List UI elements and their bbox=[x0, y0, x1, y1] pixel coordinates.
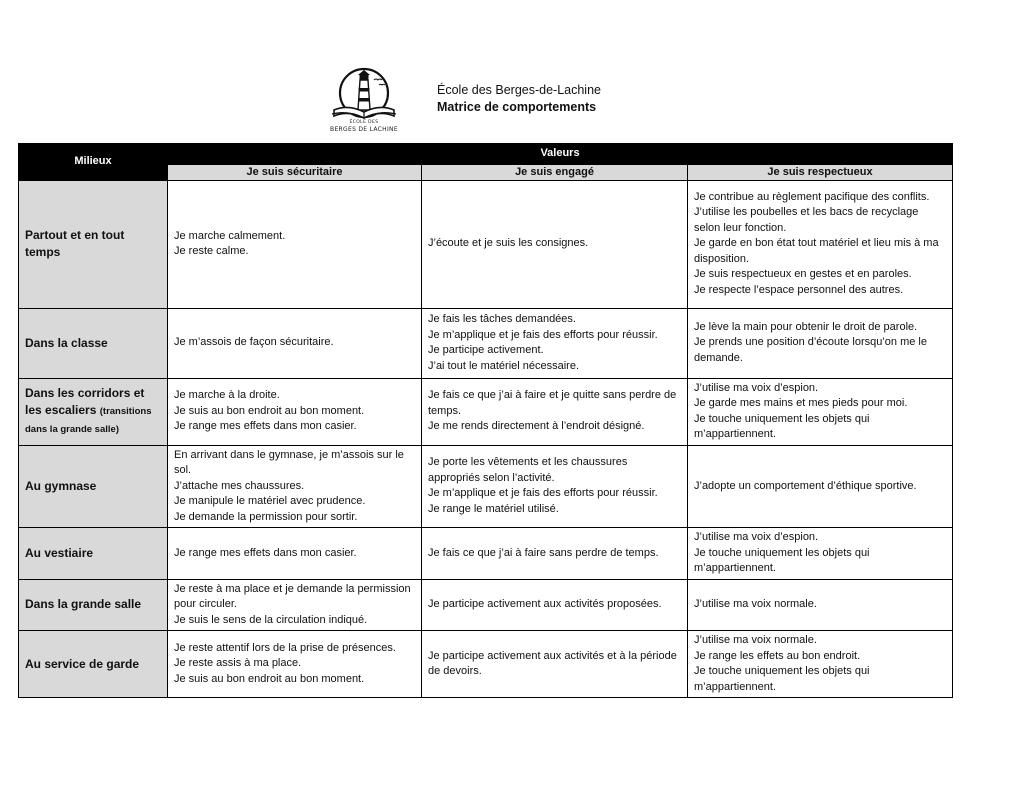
column-header-engage: Je suis engagé bbox=[422, 164, 688, 180]
table-row bbox=[19, 308, 953, 378]
behaviour-line: Je range le matériel utilisé. bbox=[428, 502, 559, 515]
column-header-securitaire: Je suis sécuritaire bbox=[168, 164, 422, 180]
behaviour-line: Je participe activement aux activités et à la période de devoirs. bbox=[428, 649, 677, 677]
logo-main-text: BERGES DE LACHINE bbox=[330, 126, 398, 133]
cell-securitaire bbox=[168, 528, 422, 580]
behaviour-line: Je participe activement aux activités proposées. bbox=[428, 598, 662, 610]
cell-engage bbox=[422, 579, 688, 631]
table-row bbox=[19, 579, 953, 631]
cell-respectueux bbox=[688, 528, 953, 580]
row-header-milieu bbox=[19, 528, 168, 580]
behaviour-line: Je touche uniquement les objets qui m’appartiennent. bbox=[694, 665, 870, 693]
behaviour-line: J’utilise ma voix d’espion. bbox=[694, 381, 819, 394]
behaviour-line: Je fais ce que j’ai à faire et je quitte sans perdre de temps. bbox=[428, 389, 677, 417]
behaviour-line: J’ai tout le matériel nécessaire. bbox=[428, 359, 580, 372]
header-row-values bbox=[19, 144, 953, 165]
row-header-milieu bbox=[19, 579, 168, 631]
table-row bbox=[19, 378, 953, 445]
behaviour-line: En arrivant dans le gymnase, je m’assois sur le sol. bbox=[174, 448, 404, 476]
behaviour-line: Je fais les tâches demandées. bbox=[428, 313, 576, 325]
behaviour-line: Je reste attentif lors de la prise de présences. bbox=[174, 641, 396, 654]
cell-engage bbox=[422, 308, 688, 378]
behaviour-line: Je m’assois de façon sécuritaire. bbox=[174, 336, 334, 349]
behaviour-line: Je reste assis à ma place. bbox=[174, 657, 302, 670]
table-row bbox=[19, 631, 953, 698]
milieu-label: Partout et en tout temps bbox=[25, 228, 125, 259]
row-header-milieu bbox=[19, 445, 168, 528]
row-header-milieu bbox=[19, 378, 168, 445]
row-header-milieu bbox=[19, 180, 168, 308]
behaviour-line: Je reste à ma place et je demande la permission pour circuler. bbox=[174, 582, 411, 610]
behaviour-line: Je reste calme. bbox=[174, 245, 249, 257]
behaviour-line: Je range les effets au bon endroit. bbox=[694, 649, 861, 662]
behaviour-line: Je garde en bon état tout matériel et lieu mis à ma disposition. bbox=[694, 237, 939, 265]
school-name: École des Berges-de-Lachine bbox=[437, 83, 601, 97]
milieu-label: Dans les corridors et les escaliers bbox=[25, 386, 145, 417]
behaviour-line: J’utilise ma voix normale. bbox=[694, 598, 817, 610]
cell-engage bbox=[422, 631, 688, 698]
milieu-label: Au service de garde bbox=[25, 656, 140, 671]
behaviour-line: Je suis au bon endroit au bon moment. bbox=[174, 672, 365, 685]
cell-engage bbox=[422, 378, 688, 445]
behaviour-line: Je suis respectueux en gestes et en paroles. bbox=[694, 268, 912, 281]
cell-respectueux bbox=[688, 631, 953, 698]
behaviour-line: Je prends une position d’écoute lorsqu’on me le demande. bbox=[694, 336, 927, 364]
milieu-label: Dans la grande salle bbox=[25, 597, 142, 612]
behaviour-line: Je suis le sens de la circulation indiqué. bbox=[174, 613, 368, 626]
behaviour-line: Je marche calmement. bbox=[174, 229, 286, 242]
behaviour-line: Je porte les vêtements et les chaussures appropriés selon l’activité. bbox=[428, 456, 628, 484]
document-title: Matrice de comportements bbox=[437, 100, 597, 114]
behaviour-line: Je m’applique et je fais des efforts pour réussir. bbox=[428, 487, 658, 500]
milieu-label: Au vestiaire bbox=[25, 545, 94, 560]
behaviour-line: Je range mes effets dans mon casier. bbox=[174, 546, 357, 559]
behaviour-line: Je participe activement. bbox=[428, 344, 544, 356]
behaviour-line: Je garde mes mains et mes pieds pour moi. bbox=[694, 397, 908, 409]
cell-securitaire bbox=[168, 308, 422, 378]
milieux-header: Milieux bbox=[19, 144, 168, 181]
table-row bbox=[19, 180, 953, 308]
behaviour-line: Je touche uniquement les objets qui m’appartiennent. bbox=[694, 546, 870, 574]
behaviour-line: Je contribue au règlement pacifique des conflits. bbox=[694, 190, 930, 203]
cell-securitaire bbox=[168, 180, 422, 308]
behaviour-line: Je marche à la droite. bbox=[174, 389, 280, 402]
behaviour-line: Je m’applique et je fais des efforts pour réussir. bbox=[428, 328, 658, 341]
cell-securitaire bbox=[168, 378, 422, 445]
row-header-milieu bbox=[19, 308, 168, 378]
matrix-body bbox=[19, 180, 953, 698]
milieu-note: (transitions dans la grande salle) bbox=[25, 406, 152, 435]
logo-wordmark bbox=[318, 120, 410, 133]
document-header bbox=[437, 82, 601, 116]
cell-engage bbox=[422, 180, 688, 308]
cell-securitaire bbox=[168, 445, 422, 528]
behaviour-line: Je me rends directement à l’endroit désigné. bbox=[428, 420, 645, 433]
cell-securitaire bbox=[168, 579, 422, 631]
behaviour-line: Je demande la permission pour sortir. bbox=[174, 510, 358, 523]
cell-engage bbox=[422, 445, 688, 528]
row-header-milieu bbox=[19, 631, 168, 698]
behaviour-line: Je respecte l’espace personnel des autres. bbox=[694, 283, 904, 296]
behaviour-line: Je manipule le matériel avec prudence. bbox=[174, 495, 366, 507]
milieu-label: Dans la classe bbox=[25, 335, 108, 350]
cell-respectueux bbox=[688, 308, 953, 378]
behaviour-line: J’utilise les poubelles et les bacs de recyclage selon leur fonction. bbox=[694, 206, 919, 234]
behaviour-line: Je suis au bon endroit au bon moment. bbox=[174, 404, 365, 417]
table-row bbox=[19, 445, 953, 528]
cell-respectueux bbox=[688, 180, 953, 308]
behaviour-line: J’utilise ma voix normale. bbox=[694, 634, 817, 646]
table-row bbox=[19, 528, 953, 580]
behaviour-line: Je range mes effets dans mon casier. bbox=[174, 420, 357, 433]
behaviour-line: Je touche uniquement les objets qui m’appartiennent. bbox=[694, 412, 870, 440]
behaviour-line: J’adopte un comportement d’éthique sportive. bbox=[694, 479, 917, 492]
cell-securitaire bbox=[168, 631, 422, 698]
column-header-respectueux: Je suis respectueux bbox=[688, 164, 953, 180]
behaviour-line: Je lève la main pour obtenir le droit de parole. bbox=[694, 320, 918, 333]
behaviour-line: J’écoute et je suis les consignes. bbox=[428, 237, 589, 250]
behaviour-line: J’attache mes chaussures. bbox=[174, 479, 305, 492]
cell-respectueux bbox=[688, 378, 953, 445]
logo-small-text: ÉCOLE DES bbox=[349, 120, 379, 125]
valeurs-header: Valeurs bbox=[168, 144, 953, 165]
behaviour-matrix-table bbox=[18, 143, 953, 698]
milieu-label: Au gymnase bbox=[25, 478, 97, 493]
cell-respectueux bbox=[688, 579, 953, 631]
cell-engage bbox=[422, 528, 688, 580]
behaviour-line: Je fais ce que j’ai à faire sans perdre de temps. bbox=[428, 546, 659, 559]
cell-respectueux bbox=[688, 445, 953, 528]
behaviour-line: J’utilise ma voix d’espion. bbox=[694, 531, 819, 543]
